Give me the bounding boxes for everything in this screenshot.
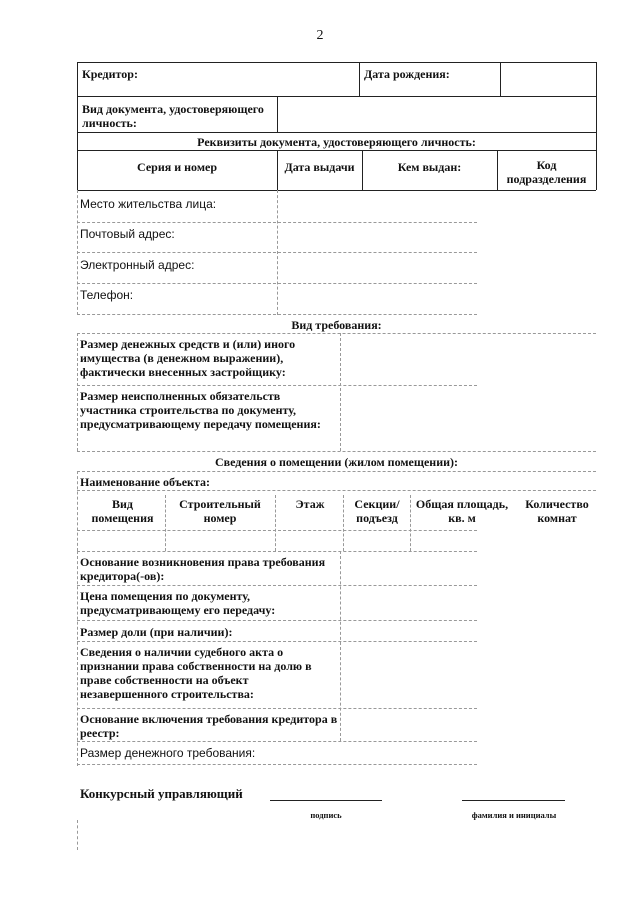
col-area: Общая площадь, кв. м [415, 497, 509, 525]
money-claim-label: Размер денежного требования: [80, 746, 256, 760]
email-label: Электронный адрес: [80, 258, 195, 272]
col-rooms: Количество комнат [525, 497, 589, 525]
col-number: Строительный номер [179, 497, 261, 525]
col-floor: Этаж [295, 497, 325, 511]
name-caption: фамилия и инициалы [471, 810, 557, 820]
col-code: Код подразделения [506, 158, 587, 186]
birth-date-label: Дата рождения: [364, 67, 450, 81]
unfulfilled-label: Размер неисполненных обязательств участника строительства по документу, предусматривающему передачу помещения: [80, 389, 321, 431]
postal-label: Почтовый адрес: [80, 227, 175, 241]
court-label: Сведения о наличии судебного акта о признании права собственности на долю в праве собственности на объект незавершенного строительства: [80, 645, 312, 701]
col-section: Секции/ подъезд [354, 497, 400, 525]
money-label: Размер денежных средств и (или) иного имущества (в денежном выражении), фактически внесенных застройщику: [80, 337, 296, 379]
price-label: Цена помещения по документу, предусматривающему его передачу: [80, 589, 276, 617]
premises-header: Сведения о помещении (жилом помещении): [214, 455, 459, 469]
creditor-label: Кредитор: [82, 67, 138, 81]
object-name-label: Наименование объекта: [80, 475, 210, 489]
col-series: Серия и номер [137, 160, 217, 174]
claim-header: Вид требования: [291, 318, 382, 332]
basis-label: Основание возникновения права требования кредитора(-ов): [80, 555, 326, 583]
signature-line [270, 800, 382, 801]
requisites-header: Реквизиты документа, удостоверяющего личность: [197, 135, 476, 149]
col-type: Вид помещения [91, 497, 154, 525]
name-line [462, 800, 565, 801]
share-label: Размер доли (при наличии): [80, 625, 233, 639]
id-doc-type-label: Вид документа, удостоверяющего личность: [82, 102, 264, 130]
manager-label: Конкурсный управляющий [80, 786, 243, 801]
inclusion-label: Основание включения требования кредитора в реестр: [80, 712, 338, 740]
phone-label: Телефон: [80, 288, 134, 302]
col-issued-by: Кем выдан: [397, 160, 462, 174]
residence-label: Место жительства лица: [80, 197, 217, 211]
sign-caption: подпись [310, 810, 342, 820]
col-issue-date: Дата выдачи [284, 160, 355, 174]
page-number: 2 [316, 28, 324, 43]
